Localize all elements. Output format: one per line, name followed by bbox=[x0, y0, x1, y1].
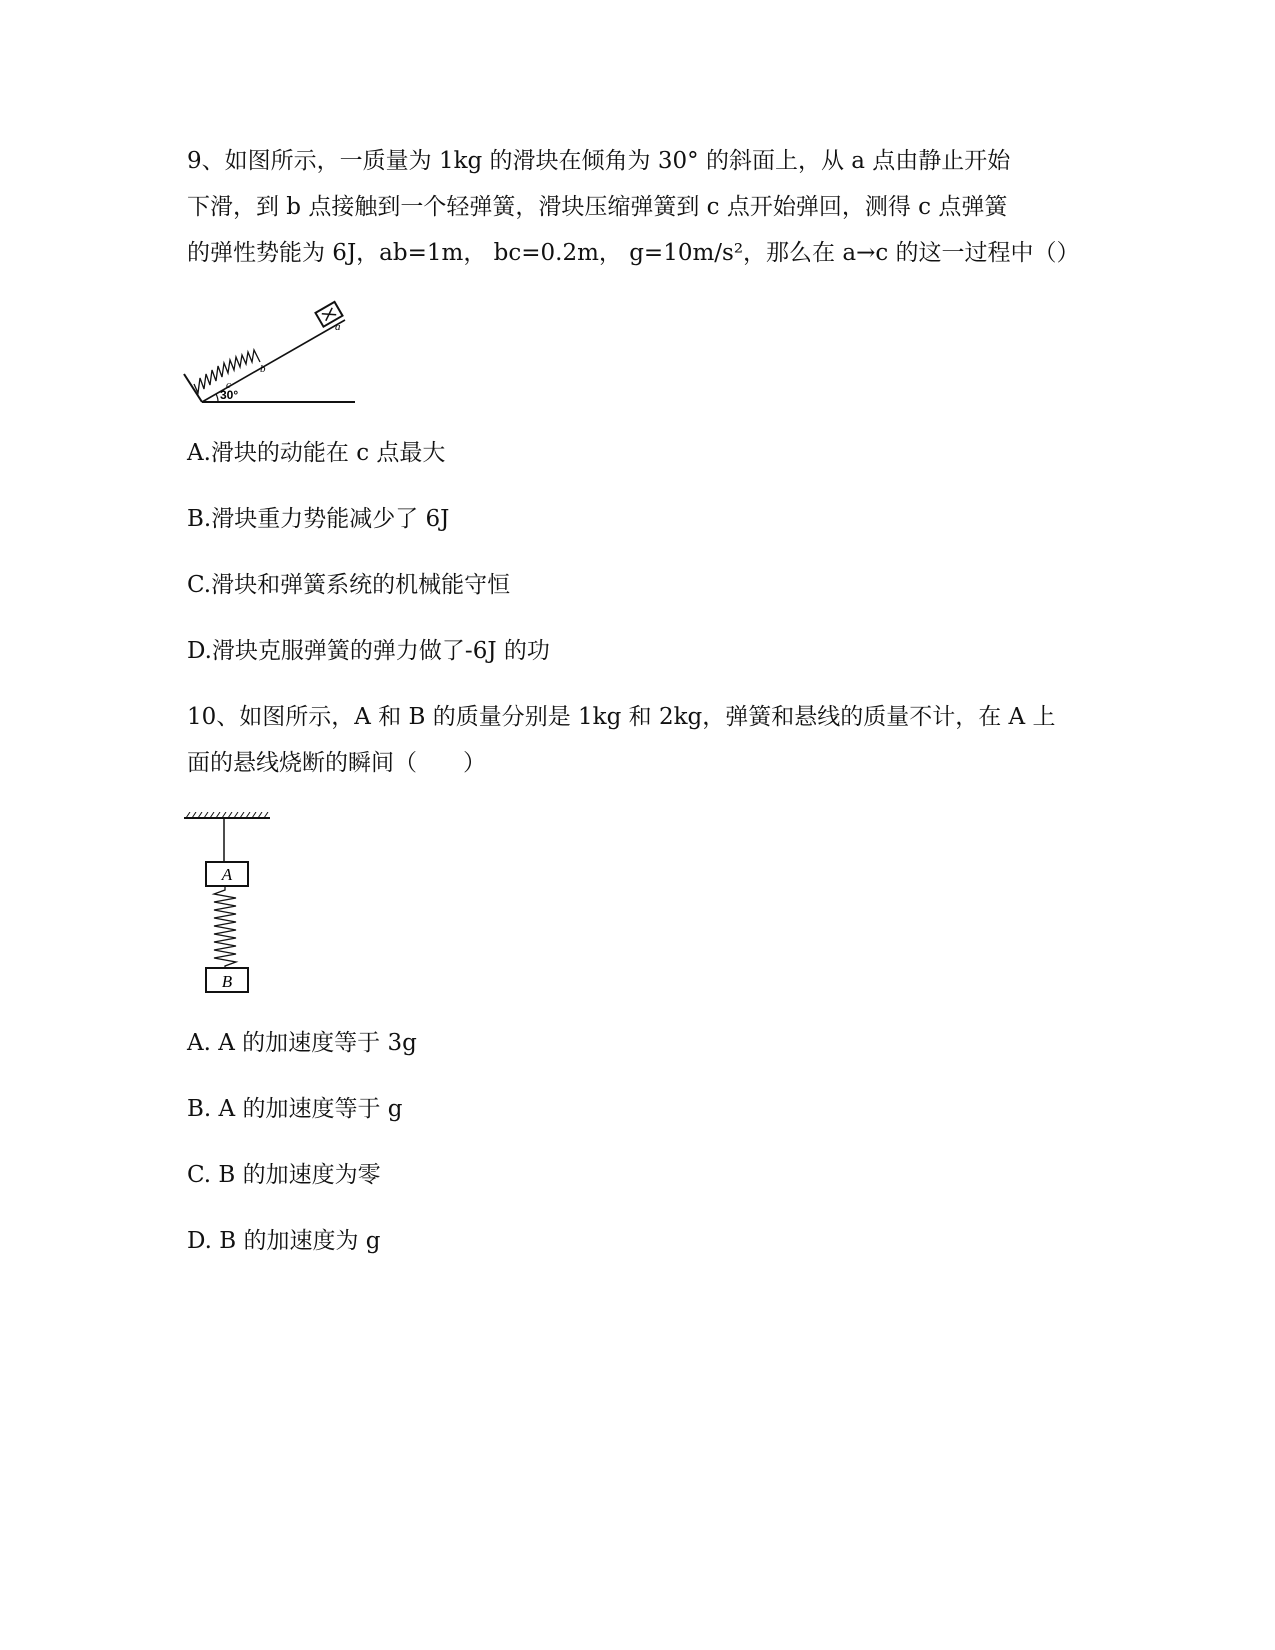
q10-stem-line-2: 面的悬线烧断的瞬间（ ） bbox=[187, 750, 486, 776]
block-b-label: B bbox=[221, 972, 233, 991]
q10-option-d: D. B 的加速度为 g bbox=[187, 1228, 381, 1254]
q10-option-a: A. A 的加速度等于 3g bbox=[187, 1030, 417, 1056]
vertical-spring bbox=[214, 886, 236, 968]
label-c: c bbox=[226, 379, 231, 391]
q10-option-c: C. B 的加速度为零 bbox=[187, 1162, 381, 1188]
angle-label: 30° bbox=[220, 388, 239, 402]
q9-option-b: B.滑块重力势能减少了 6J bbox=[187, 506, 450, 532]
q9-option-a: A.滑块的动能在 c 点最大 bbox=[187, 440, 446, 466]
q10-stem-line-1: 10、如图所示，A 和 B 的质量分别是 1kg 和 2kg，弹簧和悬线的质量不计，在 A 上 bbox=[187, 704, 1056, 730]
q9-stem-line-1: 9、如图所示，一质量为 1kg 的滑块在倾角为 30° 的斜面上，从 a 点由静止开始 bbox=[187, 148, 1011, 174]
q9-stem-line-3: 的弹性势能为 6J，ab=1m， bc=0.2m， g=10m/s²，那么在 a→c 的这一过程中（） bbox=[187, 240, 1080, 266]
hanging-blocks-figure bbox=[182, 812, 282, 998]
q9-option-c: C.滑块和弹簧系统的机械能守恒 bbox=[187, 572, 511, 598]
q9-option-d: D.滑块克服弹簧的弹力做了-6J 的功 bbox=[187, 638, 550, 664]
block-a-label: A bbox=[221, 865, 233, 884]
label-a: a bbox=[335, 321, 341, 333]
label-b: b bbox=[260, 363, 266, 375]
q10-option-b: B. A 的加速度等于 g bbox=[187, 1096, 403, 1122]
angle-arc bbox=[216, 394, 218, 402]
incline-spring-figure bbox=[180, 300, 360, 408]
q9-stem-line-2: 下滑，到 b 点接触到一个轻弹簧，滑块压缩弹簧到 c 点开始弹回，测得 c 点弹簧 bbox=[187, 194, 1008, 220]
